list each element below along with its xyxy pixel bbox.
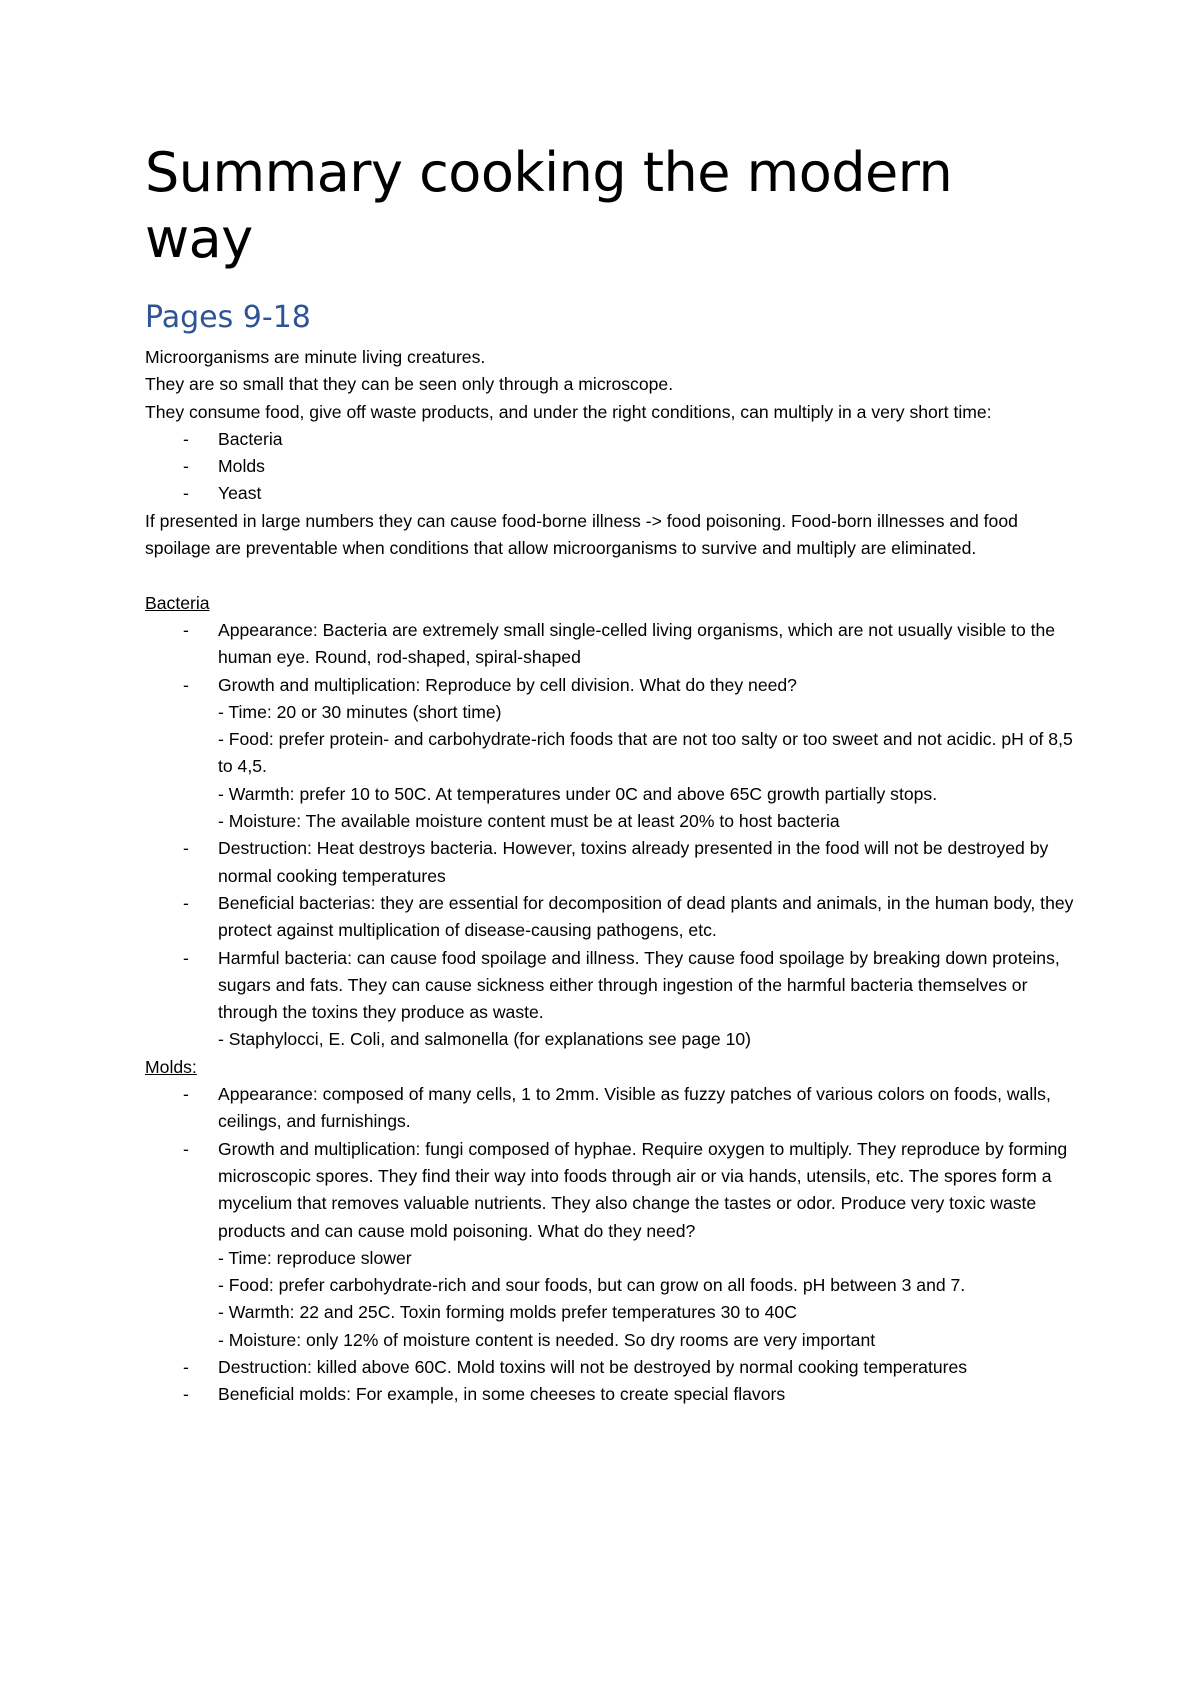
list-bullet: -: [183, 428, 189, 449]
sub-item-text: - Warmth: prefer 10 to 50C. At temperatures under 0C and above 65C growth partially stops.: [218, 783, 938, 804]
list-item-text: Molds: [218, 456, 265, 477]
sub-item-text: - Time: reproduce slower: [218, 1247, 412, 1268]
list-item-text: Appearance: Bacteria are extremely small single-celled living organisms, which are not usually visible to the human eye. Round, rod-shaped, spiral-shaped: [218, 619, 1056, 668]
list-bullet: -: [183, 947, 189, 968]
list-item-text: Growth and multiplication: Reproduce by cell division. What do they need?: [218, 674, 797, 695]
list-item: [145, 672, 1075, 836]
list-bullet: -: [183, 892, 189, 913]
sub-item-text: - Warmth: 22 and 25C. Toxin forming molds prefer temperatures 30 to 40C: [218, 1302, 797, 1323]
list-bullet: -: [183, 619, 189, 640]
sub-item-text: - Time: 20 or 30 minutes (short time): [218, 701, 502, 722]
list-item-text: Bacteria: [218, 428, 283, 449]
list-bullet: -: [183, 456, 189, 477]
bacteria-heading: Bacteria: [145, 592, 210, 613]
list-bullet: -: [183, 1384, 189, 1405]
list-bullet: -: [183, 1084, 189, 1105]
list-item: [145, 1354, 1075, 1381]
list-item: [145, 426, 1075, 453]
molds-list: [145, 1081, 1075, 1409]
list-item-text: Destruction: Heat destroys bacteria. However, toxins already presented in the food will not be destroyed by normal cooking temperatures: [218, 838, 1049, 886]
intro-line: Microorganisms are minute living creatures.: [145, 347, 486, 367]
section-heading-pages: Pages 9-18: [145, 300, 311, 335]
sub-item-text: - Food: prefer carbohydrate-rich and sour foods, but can grow on all foods. pH between 3 and 7.: [218, 1275, 966, 1296]
document-title: Summary cooking the modern way: [145, 141, 953, 270]
list-item: [145, 453, 1075, 480]
list-bullet: -: [183, 838, 189, 859]
sub-item-text: - Food: prefer protein- and carbohydrate-rich foods that are not too salty or too sweet and not acidic. pH of 8,5 to 4,5.: [218, 729, 1073, 777]
list-item-text: Growth and multiplication: fungi composed of hyphae. Require oxygen to multiply. They reproduce by forming microscopic spores. They find their way into foods through air or via hands, utensils, etc. The spores form a mycelium that removes valuable nutrients. They also change the tastes or odor. Produce very toxic waste products and can cause mold poisoning. What do they need?: [218, 1138, 1068, 1241]
list-item: [145, 835, 1075, 890]
list-item: [145, 1136, 1075, 1354]
sub-item-text: - Staphylocci, E. Coli, and salmonella (for explanations see page 10): [218, 1029, 751, 1050]
list-item-text: Beneficial bacterias: they are essential for decomposition of dead plants and animals, in the human body, they protect against multiplication of disease-causing pathogens, etc.: [218, 892, 1074, 941]
list-item: [145, 945, 1075, 1054]
list-bullet: -: [183, 483, 189, 504]
molds-heading: Molds:: [145, 1056, 197, 1077]
list-item: [145, 617, 1075, 672]
sub-item-text: - Moisture: The available moisture content must be at least 20% to host bacteria: [218, 811, 840, 832]
list-item: [145, 890, 1075, 945]
list-item-text: Harmful bacteria: can cause food spoilage and illness. They cause food spoilage by breaking down proteins, sugars and fats. They can cause sickness either through ingestion of the harmful bacteria themselves or through the toxins they produce as waste.: [218, 947, 1060, 1023]
list-item: [145, 1381, 1075, 1408]
intro-line: They consume food, give off waste products, and under the right conditions, can multiply in a very short time:: [145, 401, 992, 422]
list-item: [145, 480, 1075, 507]
list-item-text: Appearance: composed of many cells, 1 to 2mm. Visible as fuzzy patches of various colors on foods, walls, ceilings, and furnishings.: [218, 1084, 1051, 1132]
microorganism-types-list: [145, 426, 1075, 508]
bacteria-list: [145, 617, 1075, 1054]
list-bullet: -: [183, 674, 189, 695]
list-item-text: Yeast: [218, 483, 262, 504]
list-bullet: -: [183, 1138, 189, 1159]
illness-paragraph: If presented in large numbers they can cause food-borne illness -> food poisoning. Food-born illnesses and food spoilage are preventable when conditions that allow microorganisms to survive and multiply are eliminated.: [145, 510, 1018, 559]
list-item-text: Destruction: killed above 60C. Mold toxins will not be destroyed by normal cooking temperatures: [218, 1356, 968, 1377]
list-item: [145, 1081, 1075, 1136]
list-bullet: -: [183, 1356, 189, 1377]
list-item-text: Beneficial molds: For example, in some cheeses to create special flavors: [218, 1384, 786, 1405]
intro-line: They are so small that they can be seen only through a microscope.: [145, 374, 674, 395]
sub-item-text: - Moisture: only 12% of moisture content is needed. So dry rooms are very important: [218, 1329, 876, 1350]
blank-line: [145, 562, 1075, 589]
document-page: [145, 140, 1075, 1409]
